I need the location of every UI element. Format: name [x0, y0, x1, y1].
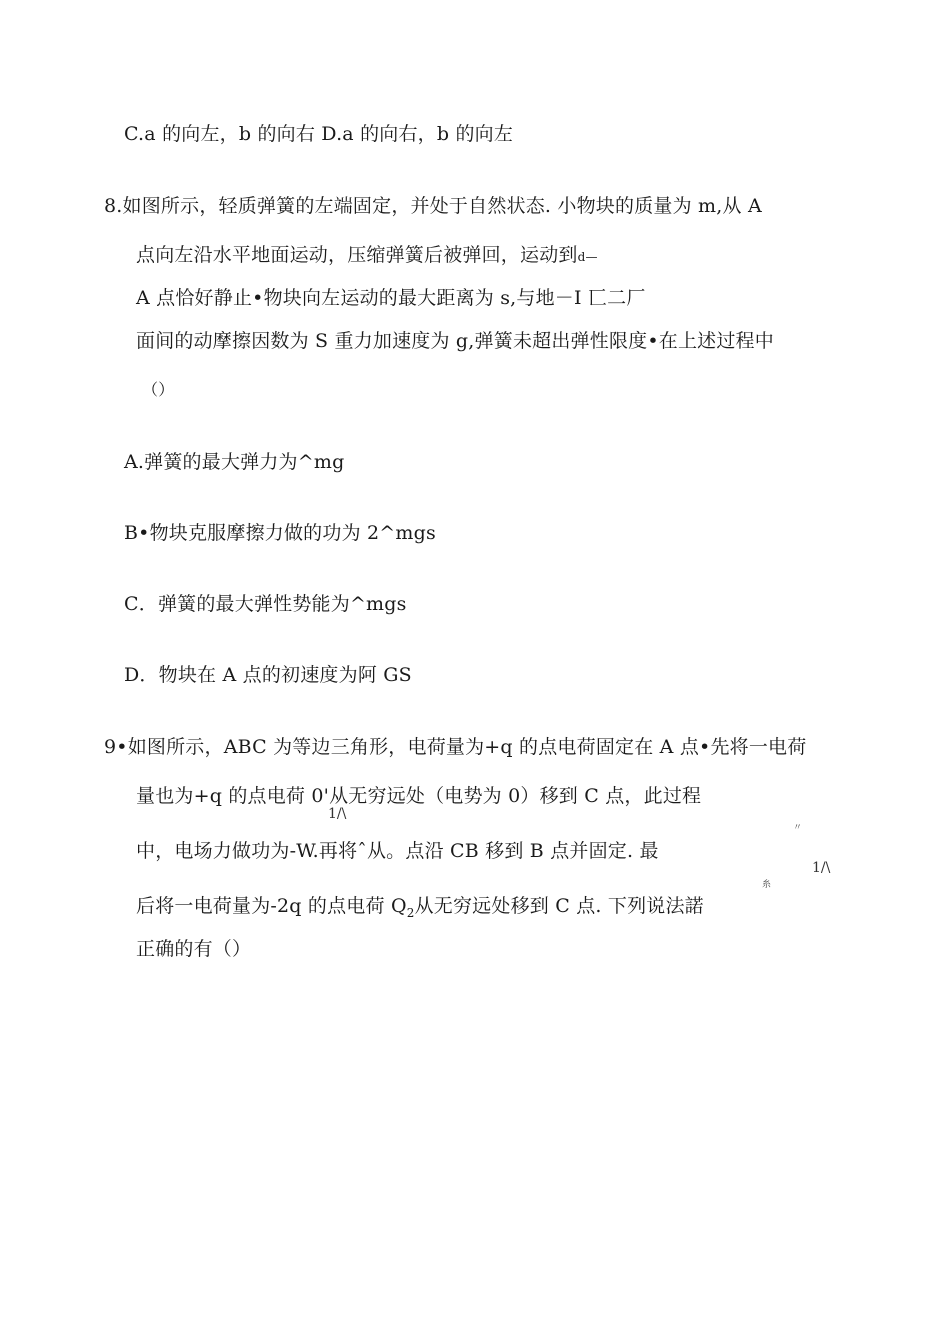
q9-stem-line3: 中，电场力做功为-W.再将ˆ从。点沿 CB 移到 B 点并固定. 最: [136, 840, 659, 862]
q8-figure-mark: d—: [577, 250, 598, 264]
q9-figure-mark-3: 1/\: [812, 860, 831, 876]
q8-option-b: B•物块克服摩擦力做的功为 2^mgs: [124, 522, 436, 544]
q9-stem-line4-pre: 后将一电荷量为-2q 的点电荷 Q: [136, 895, 407, 917]
q9-stem-line4-sub: 2: [406, 905, 415, 920]
prev-options-cd: C.a 的向左，b 的向右 D.a 的向右，b 的向左: [124, 123, 514, 145]
q9-figure-mark-4: 糸: [762, 880, 772, 890]
q9-stem-line4-post: 从无穷远处移到 C 点. 下列说法諾: [414, 895, 704, 917]
q8-answer-paren: （）: [142, 380, 175, 399]
q8-option-c: C．弹簧的最大弹性势能为^mgs: [124, 593, 407, 615]
q9-figure-mark-2: 〃: [793, 823, 803, 833]
q9-stem-line1: 9•如图所示，ABC 为等边三角形，电荷量为+q 的点电荷固定在 A 点•先将一电荷: [104, 736, 807, 758]
q9-figure-mark-1: 1/\: [328, 806, 347, 822]
q9-stem-line5: 正确的有（）: [136, 938, 252, 960]
q8-option-d: D．物块在 A 点的初速度为阿 GS: [124, 664, 412, 686]
q8-stem-line2-text: 点向左沿水平地面运动，压缩弹簧后被弹回，运动到: [136, 244, 578, 266]
q8-stem-line4: 面间的动摩擦因数为 S 重力加速度为 g,弹簧未超出弹性限度•在上述过程中: [136, 330, 774, 352]
q8-stem-line2: [136, 242, 598, 270]
q9-stem-line2: 量也为+q 的点电荷 0'从无穷远处（电势为 0）移到 C 点，此过程: [136, 785, 702, 807]
q8-stem-line1: 8.如图所示，轻质弹簧的左端固定，并处于自然状态. 小物块的质量为 m,从 A: [104, 195, 762, 217]
q8-stem-line3: A 点恰好静止•物块向左运动的最大距离为 s,与地－I 匸二厂: [136, 287, 646, 309]
q8-option-a: A.弹簧的最大弹力为^mg: [124, 451, 345, 473]
q9-stem-line4: [136, 893, 704, 926]
